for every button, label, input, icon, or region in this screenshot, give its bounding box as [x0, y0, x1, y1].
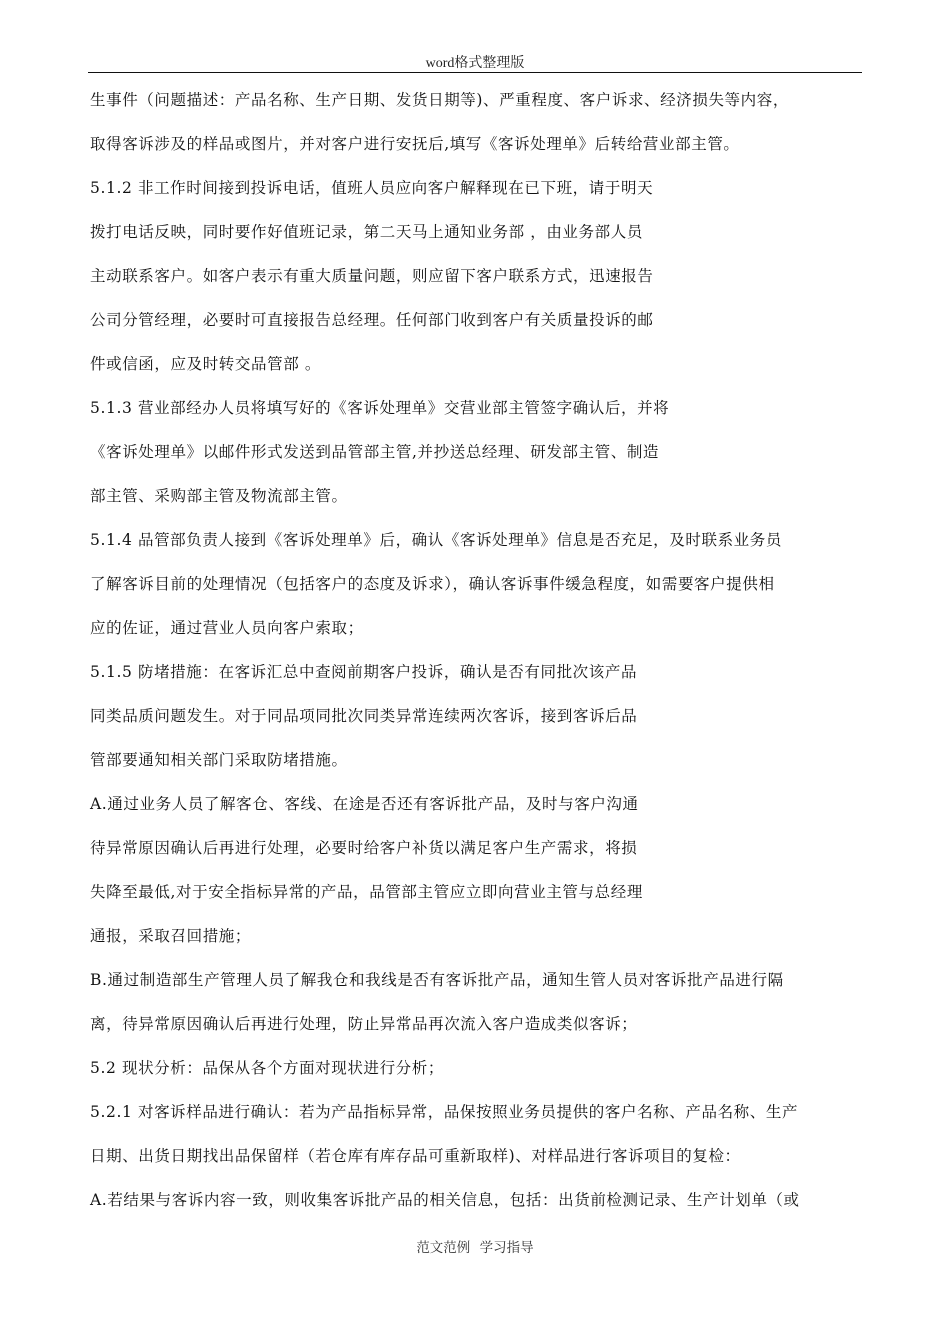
- body-line: 部主管、采购部主管及物流部主管。: [90, 487, 348, 505]
- body-line: 拨打电话反映，同时要作好值班记录，第二天马上通知业务部 ，由业务部人员: [90, 223, 643, 241]
- body-line: 日期、出货日期找出品保留样（若仓库有库存品可重新取样)、对样品进行客诉项目的复检：: [90, 1147, 741, 1165]
- header-divider: [88, 72, 862, 73]
- body-line: 5.2 现状分析：品保从各个方面对现状进行分析；: [90, 1059, 444, 1077]
- body-line: 5.2.1 对客诉样品进行确认：若为产品指标异常，品保按照业务员提供的客户名称、产品名称、生产: [90, 1103, 799, 1121]
- page-header: word格式整理版: [425, 56, 525, 71]
- body-line: 5.1.4 品管部负责人接到《客诉处理单》后，确认《客诉处理单》信息是否充足，及时联系业务员: [90, 531, 782, 549]
- body-line: 离，待异常原因确认后再进行处理，防止异常品再次流入客户造成类似客诉；: [90, 1015, 638, 1033]
- body-line: 主动联系客户。如客户表示有重大质量问题，则应留下客户联系方式，迅速报告: [90, 267, 654, 285]
- body-line: 公司分管经理，必要时可直接报告总经理。任何部门收到客户有关质量投诉的邮: [90, 311, 654, 329]
- body-line: 件或信函，应及时转交品管部 。: [90, 355, 321, 373]
- body-line: 应的佐证，通过营业人员向客户索取；: [90, 619, 364, 637]
- body-line: 生事件（问题描述：产品名称、生产日期、发货日期等)、严重程度、客户诉求、经济损失等内容，: [90, 91, 789, 109]
- body-line: 通报，采取召回措施；: [90, 927, 252, 945]
- body-line: 了解客诉目前的处理情况（包括客户的态度及诉求），确认客诉事件缓急程度，如需要客户提供相: [90, 575, 775, 593]
- body-line: 同类品质问题发生。对于同品项同批次同类异常连续两次客诉，接到客诉后品: [90, 707, 638, 725]
- body-line: 失降至最低,对于安全指标异常的产品，品管部主管应立即向营业主管与总经理: [90, 883, 643, 901]
- body-line: 待异常原因确认后再进行处理，必要时给客户补货以满足客户生产需求，将损: [90, 839, 638, 857]
- body-line: A.通过业务人员了解客仓、客线、在途是否还有客诉批产品，及时与客户沟通: [90, 795, 639, 813]
- body-line: 管部要通知相关部门采取防堵措施。: [90, 751, 348, 769]
- body-line: 《客诉处理单》以邮件形式发送到品管部主管,并抄送总经理、研发部主管、制造: [90, 443, 660, 461]
- body-line: A.若结果与客诉内容一致，则收集客诉批产品的相关信息，包括：出货前检测记录、生产计划单（或: [90, 1191, 800, 1209]
- body-line: 5.1.5 防堵措施：在客诉汇总中查阅前期客户投诉，确认是否有同批次该产品: [90, 663, 638, 681]
- page-footer: 范文范例 学习指导: [416, 1240, 534, 1255]
- body-line: 5.1.3 营业部经办人员将填写好的《客诉处理单》交营业部主管签字确认后，并将: [90, 399, 670, 417]
- body-line: B.通过制造部生产管理人员了解我仓和我线是否有客诉批产品，通知生管人员对客诉批产品进行隔: [90, 971, 784, 989]
- body-line: 取得客诉涉及的样品或图片，并对客户进行安抚后,填写《客诉处理单》后转给营业部主管。: [90, 135, 740, 153]
- body-line: 5.1.2 非工作时间接到投诉电话，值班人员应向客户解释现在已下班，请于明天: [90, 179, 654, 197]
